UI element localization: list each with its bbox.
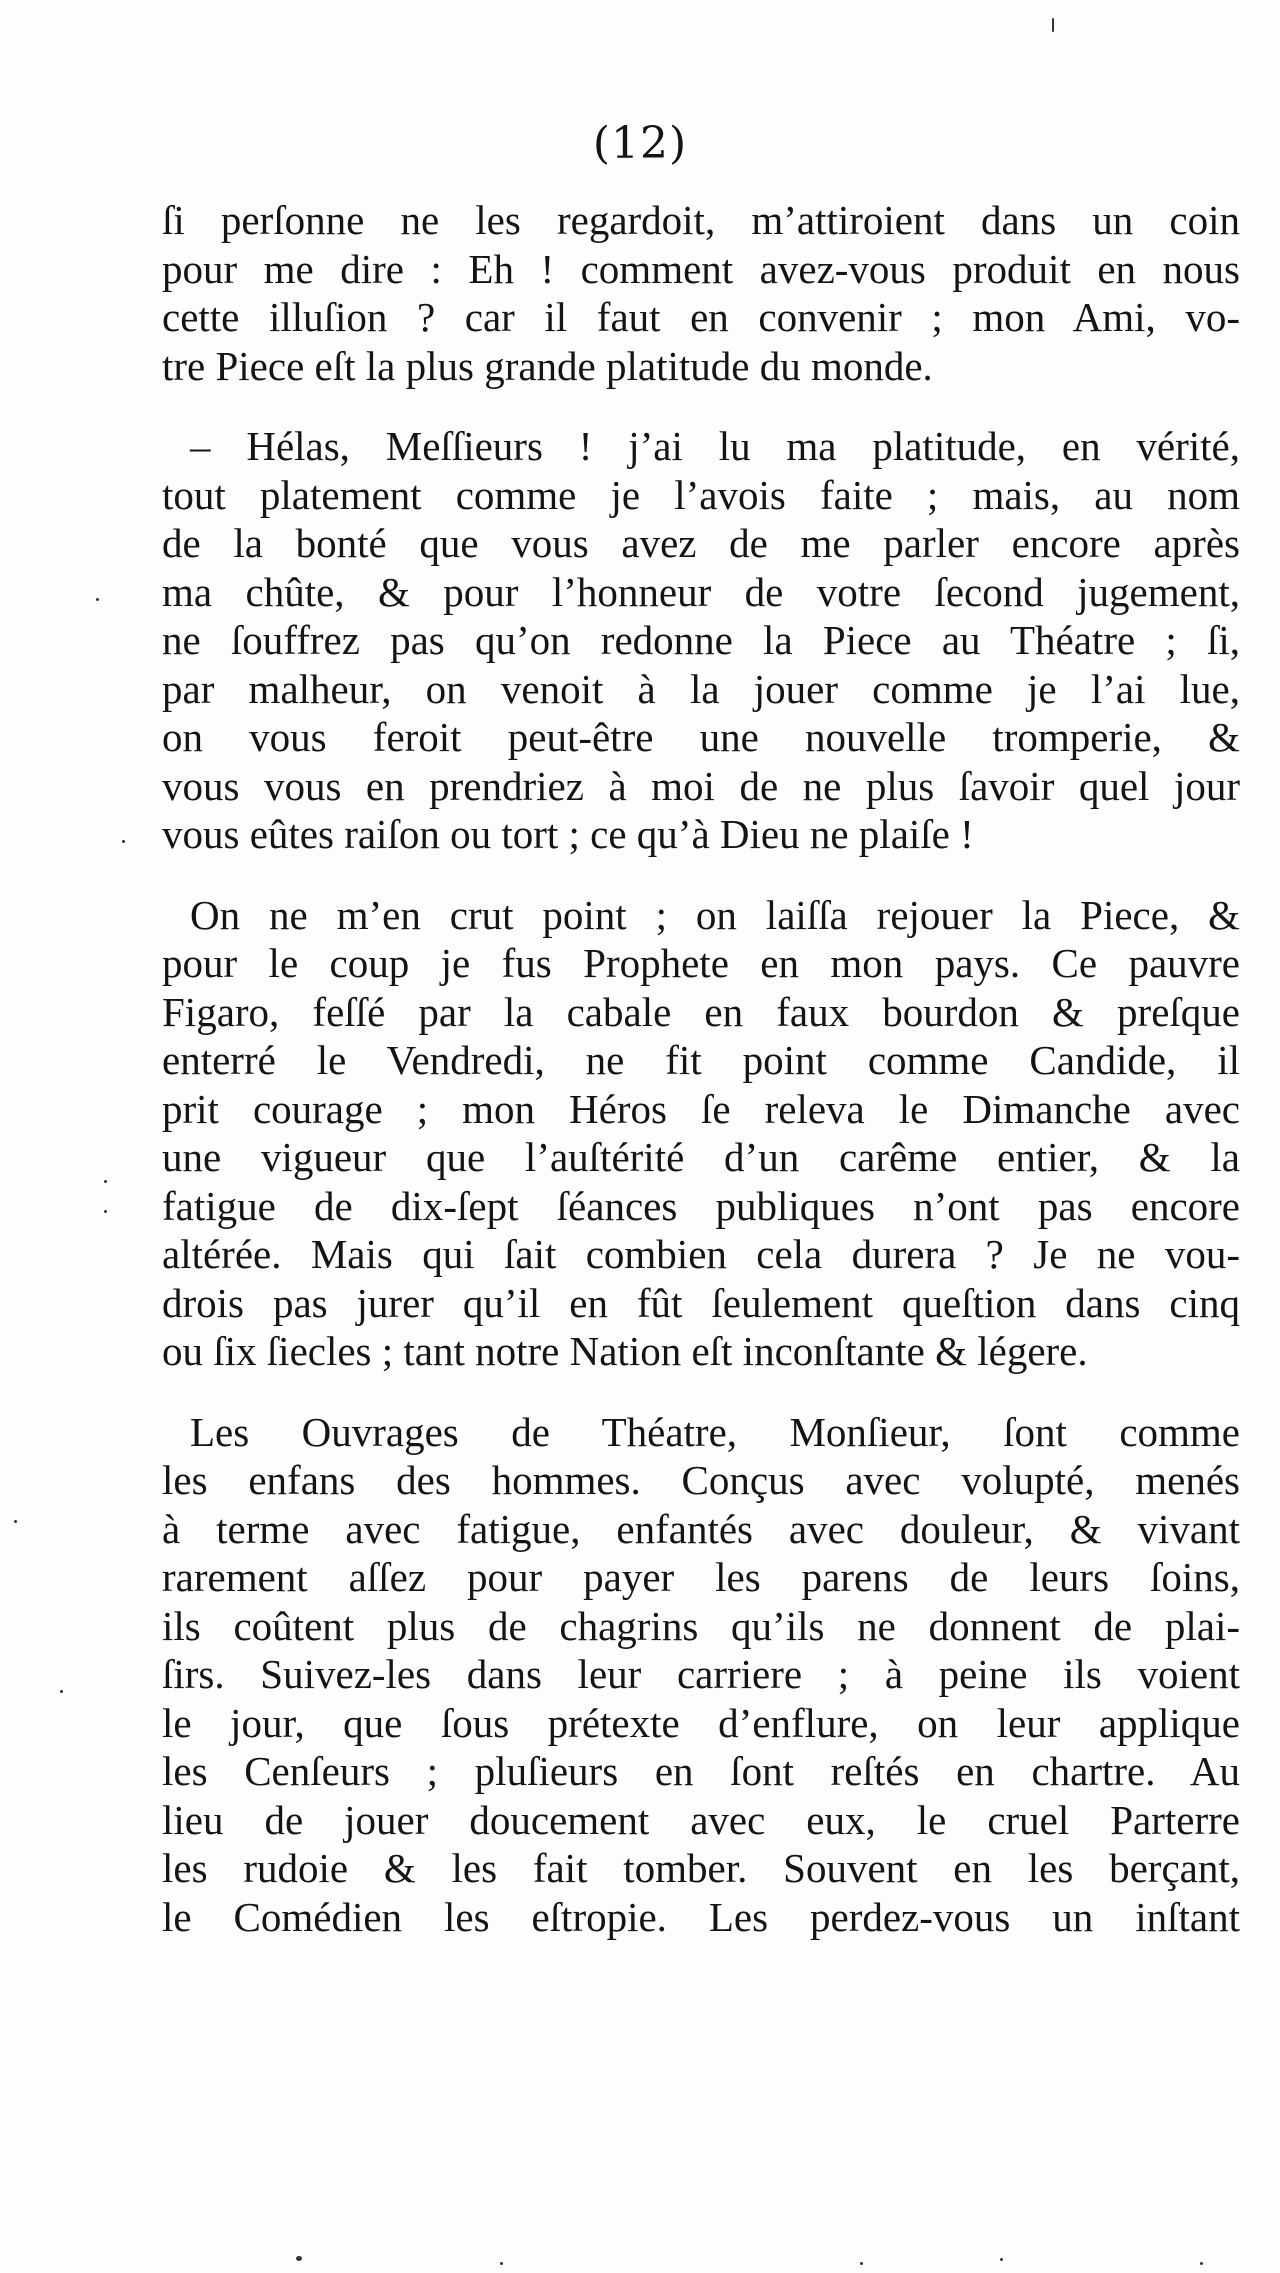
text-line: Figaro, feſſé par la cabale en faux bourdon & preſque — [162, 988, 1240, 1035]
page-number: (12) — [592, 118, 688, 169]
text-line: ne ſouffrez pas qu’on redonne la Piece au Théatre ; ſi, — [162, 617, 1240, 663]
text-line: les enfans des hommes. Conçus avec volupté, menés — [162, 1457, 1240, 1503]
text-line: à terme avec fatigue, enfantés avec douleur, & vivant — [162, 1505, 1240, 1552]
text-line: lieu de jouer doucement avec eux, le cruel Parterre — [162, 1796, 1240, 1843]
text-line: Les Ouvrages de Théatre, Monſieur, ſont comme — [190, 1408, 1240, 1455]
text-line: On ne m’en crut point ; on laiſſa rejouer la Piece, & — [190, 891, 1240, 938]
text-line: vous vous en prendriez à moi de ne plus ſavoir quel jour — [162, 762, 1240, 809]
text-line: de la bonté que vous avez de me parler encore après — [162, 520, 1240, 566]
text-line: drois pas jurer qu’il en fût ſeulement queſtion dans cinq — [162, 1279, 1240, 1326]
text-line: ſirs. Suivez-les dans leur carriere ; à peine ils voient — [162, 1651, 1240, 1697]
text-line: on vous feroit peut-être une nouvelle tromperie, & — [162, 714, 1240, 760]
scan-speck — [104, 1180, 107, 1183]
scan-speck — [860, 2262, 863, 2265]
text-line: pour le coup je fus Prophete en mon pays. Ce pauvre — [162, 940, 1240, 986]
text-line: cette illuſion ? car il faut en convenir ; mon Ami, vo- — [162, 294, 1240, 340]
text-line: ils coûtent plus de chagrins qu’ils ne donnent de plai- — [162, 1602, 1240, 1649]
scan-speck — [122, 840, 125, 843]
text-line: pour me dire : Eh ! comment avez-vous produit en nous — [162, 245, 1240, 292]
scan-speck — [1000, 2258, 1003, 2261]
scan-speck — [1052, 18, 1054, 32]
scan-speck — [500, 2262, 503, 2265]
scan-speck — [296, 2256, 302, 2261]
text-line: le Comédien les eſtropie. Les perdez-vous un inſtant — [162, 1893, 1240, 1940]
text-line: tout platement comme je l’avois faite ; mais, au nom — [162, 471, 1240, 518]
text-line: fatigue de dix-ſept ſéances publiques n’ont pas encore — [162, 1182, 1240, 1229]
text-line: ou ſix ſiecles ; tant notre Nation eſt inconſtante & légere. — [162, 1328, 1088, 1374]
text-line: enterré le Vendredi, ne fit point comme Candide, il — [162, 1037, 1240, 1083]
scan-speck — [1200, 2262, 1203, 2265]
text-line: par malheur, on venoit à la jouer comme je l’ai lue, — [162, 665, 1240, 712]
text-line: tre Piece eſt la plus grande platitude du monde. — [162, 342, 933, 389]
text-line: prit courage ; mon Héros ſe releva le Dimanche avec — [162, 1085, 1240, 1132]
text-line: les Cenſeurs ; pluſieurs en ſont reſtés en chartre. Au — [162, 1748, 1240, 1794]
text-line: les rudoie & les fait tomber. Souvent en les berçant, — [162, 1845, 1240, 1891]
scan-speck — [60, 1690, 63, 1693]
text-line: ma chûte, & pour l’honneur de votre ſecond jugement, — [162, 568, 1240, 615]
paragraph-1 — [162, 196, 1240, 390]
scan-speck — [104, 1210, 107, 1213]
scan-speck — [14, 1520, 17, 1523]
text-line: le jour, que ſous prétexte d’enflure, on leur applique — [162, 1699, 1240, 1746]
scan-speck — [96, 598, 99, 601]
text-line: vous eûtes raiſon ou tort ; ce qu’à Dieu ne plaiſe ! — [162, 811, 974, 857]
paragraph-2 — [162, 422, 1240, 859]
text-line: – Hélas, Meſſieurs ! j’ai lu ma platitude, en vérité, — [190, 423, 1240, 469]
body-text — [162, 196, 1240, 1973]
text-line: ſi perſonne ne les regardoit, m’attiroient dans un coin — [162, 197, 1240, 243]
text-line: rarement aſſez pour payer les parens de leurs ſoins, — [162, 1554, 1240, 1600]
text-line: une vigueur que l’auſtérité d’un carême entier, & la — [162, 1134, 1240, 1180]
text-line: altérée. Mais qui ſait combien cela durera ? Je ne vou- — [162, 1231, 1240, 1277]
paragraph-4 — [162, 1408, 1240, 1942]
paragraph-3 — [162, 891, 1240, 1376]
